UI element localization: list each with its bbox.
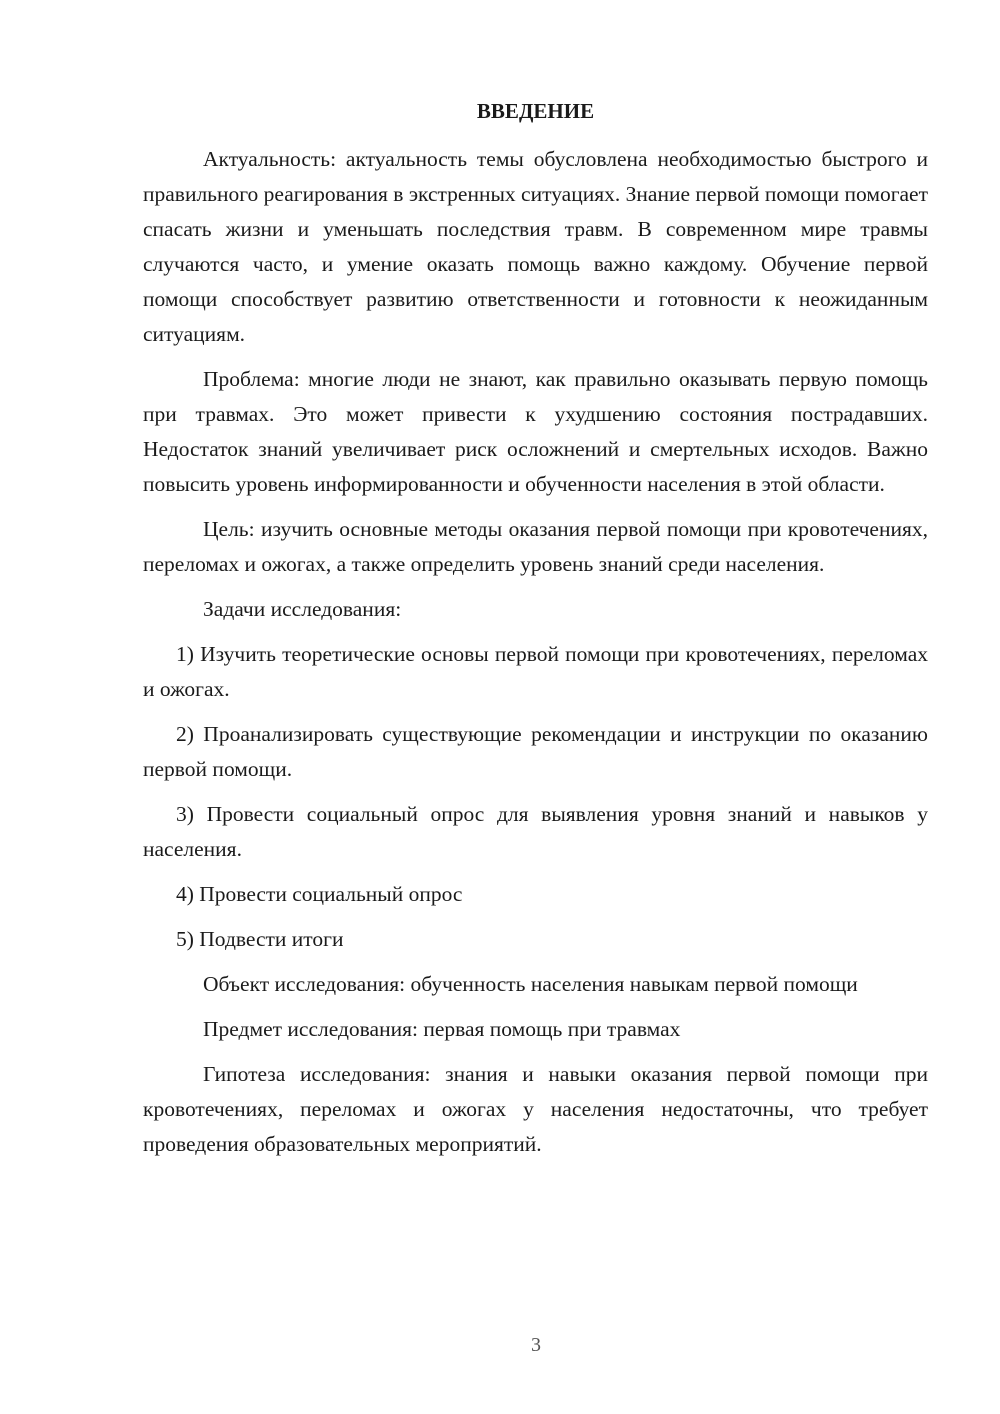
tasks-heading: Задачи исследования: [203, 597, 402, 621]
goal-paragraph: Цель: изучить основные методы оказания первой помощи при кровотечениях, переломах и ожогах, а также определить уровень знаний среди населения. [143, 517, 928, 576]
task-item: 2) Проанализировать существующие рекомендации и инструкции по оказанию первой помощи. [143, 722, 928, 781]
relevance-paragraph: Актуальность: актуальность темы обусловлена необходимостью быстрого и правильного реагирования в экстренных ситуациях. Знание первой помощи помогает спасать жизни и уменьшать последствия травм. В современном мире травмы случаются часто, и умение оказать помощь важно каждому. Обучение первой помощи способствует развитию ответственности и готовности к неожиданным ситуациям. [143, 147, 928, 346]
task-item: 1) Изучить теоретические основы первой помощи при кровотечениях, переломах и ожогах. [143, 642, 928, 701]
section-title: ВВЕДЕНИЕ [476, 99, 595, 123]
task-item: 3) Провести социальный опрос для выявления уровня знаний и навыков у населения. [143, 802, 928, 861]
task-item: 4) Провести социальный опрос [176, 882, 463, 906]
problem-paragraph: Проблема: многие люди не знают, как правильно оказывать первую помощь при травмах. Это может привести к ухудшению состояния пострадавших. Недостаток знаний увеличивает риск осложнений и смертельных исходов. Важно повысить уровень информированности и обученности населения в этой области. [143, 367, 928, 496]
document-body [143, 96, 928, 1162]
object-paragraph: Объект исследования: обученность населения навыкам первой помощи [203, 972, 858, 996]
tasks-list [143, 637, 928, 957]
task-item: 5) Подвести итоги [176, 927, 344, 951]
subject-paragraph: Предмет исследования: первая помощь при травмах [203, 1017, 681, 1041]
page-number: 3 [531, 1334, 541, 1356]
hypothesis-paragraph: Гипотеза исследования: знания и навыки оказания первой помощи при кровотечениях, переломах и ожогах у населения недостаточны, что требует проведения образовательных мероприятий. [143, 1062, 928, 1156]
